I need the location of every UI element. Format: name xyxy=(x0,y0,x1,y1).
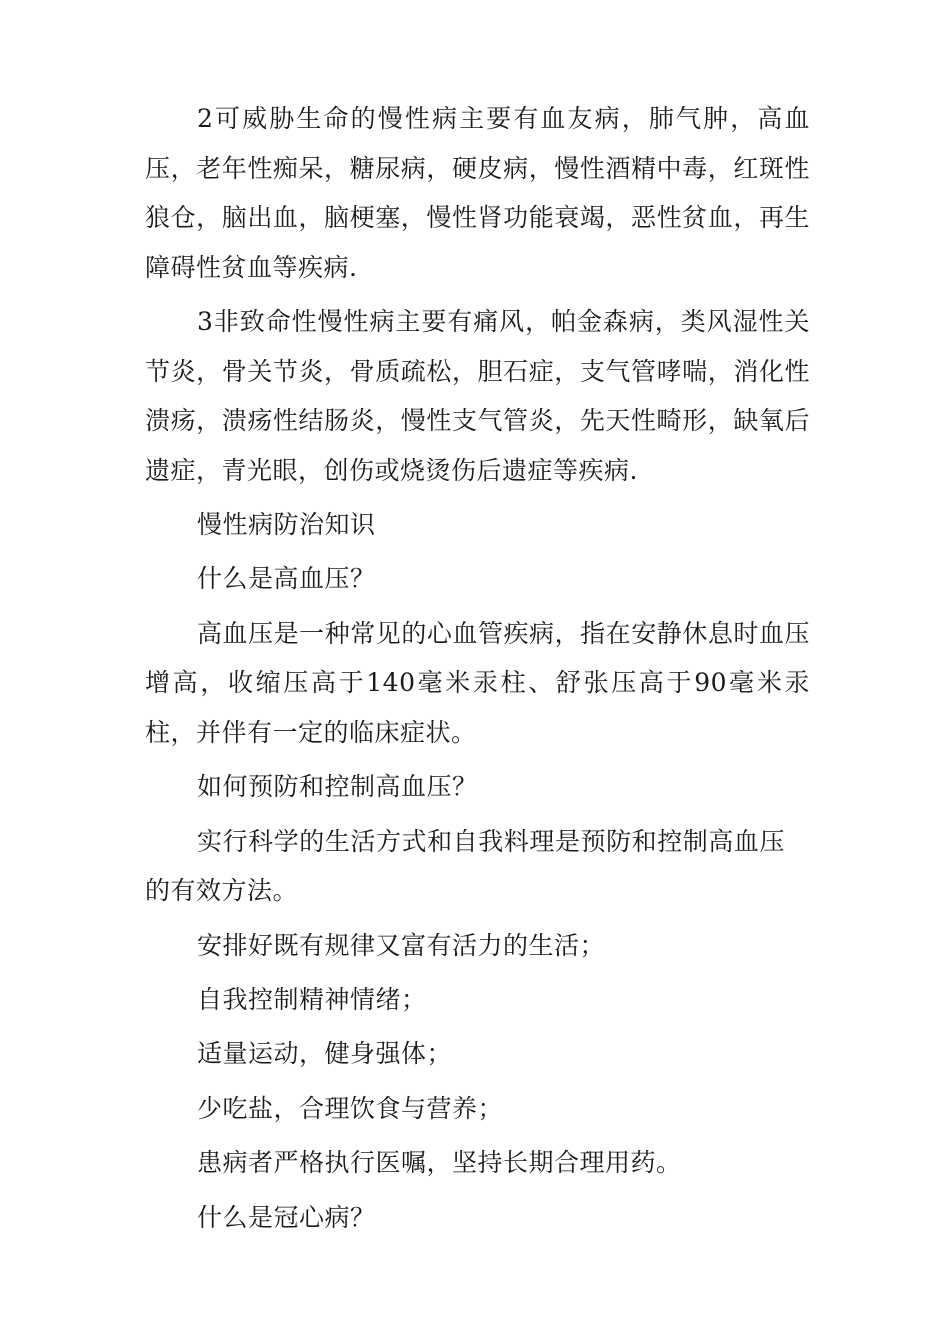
paragraph-prevention-method: 实行科学的生活方式和自我料理是预防和控制高血压的有效方法。 xyxy=(145,826,785,906)
question-what-is-hypertension: 什么是高血压？ xyxy=(197,564,376,594)
paragraph-non-fatal-diseases: 3非致命性慢性病主要有痛风，帕金森病，类风湿性关节炎，骨关节炎，骨质疏松，胆石症，支气管哮喘，消化性溃疡，溃疡性结肠炎，慢性支气管炎，先天性畸形，缺氧后遗症，青光眼，创伤或烧烫伤后遗症等疾病. xyxy=(145,307,810,485)
paragraph-hypertension-definition: 高血压是一种常见的心血管疾病，指在安静休息时血压增高，收缩压高于140毫米汞柱、舒张压高于90毫米汞柱，并伴有一定的临床症状。 xyxy=(145,618,810,747)
section-heading-chronic-disease-prevention: 慢性病防治知识 xyxy=(197,510,376,539)
list-item-emotion-control: 自我控制精神情绪； xyxy=(197,985,427,1015)
list-item-exercise: 适量运动，健身强体； xyxy=(197,1039,453,1069)
document-body xyxy=(145,94,810,1247)
question-prevent-hypertension: 如何预防和控制高血压？ xyxy=(197,772,478,802)
paragraph-life-threatening-diseases: 2可威胁生命的慢性病主要有血友病，肺气肿，高血压，老年性痴呆，糖尿病，硬皮病，慢性酒精中毒，红斑性狼仓，脑出血，脑梗塞，慢性肾功能衰竭，恶性贫血，再生障碍性贫血等疾病. xyxy=(145,104,810,282)
list-item-less-salt: 少吃盐，合理饮食与营养； xyxy=(197,1093,504,1123)
question-what-is-coronary-heart-disease: 什么是冠心病？ xyxy=(197,1202,376,1232)
list-item-follow-medical-advice: 患病者严格执行医嘱，坚持长期合理用药。 xyxy=(197,1148,682,1178)
list-item-regular-life: 安排好既有规律又富有活力的生活； xyxy=(197,930,606,960)
